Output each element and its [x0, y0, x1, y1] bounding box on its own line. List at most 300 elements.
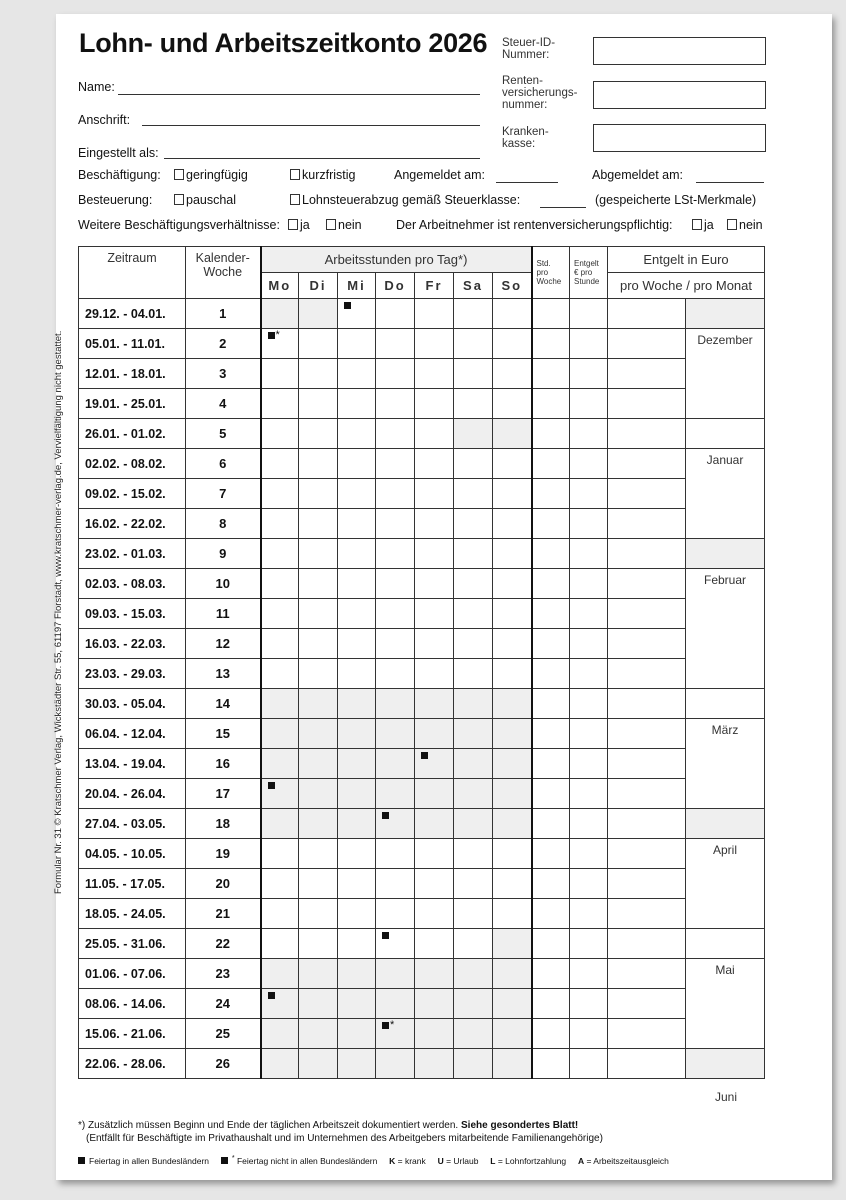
entgelt-woche-cell[interactable] — [608, 569, 686, 599]
stunden-cell[interactable] — [261, 359, 299, 389]
stunden-cell[interactable] — [415, 539, 454, 569]
stunden-cell[interactable] — [338, 509, 376, 539]
entgelt-pro-stunde-cell[interactable] — [570, 809, 608, 839]
stunden-cell[interactable] — [493, 389, 532, 419]
stunden-cell[interactable] — [376, 629, 415, 659]
stunden-cell[interactable] — [415, 809, 454, 839]
entgelt-monat-cell[interactable] — [686, 299, 765, 329]
stunden-cell[interactable] — [338, 869, 376, 899]
entgelt-monat-cell[interactable] — [686, 539, 765, 569]
stunden-cell[interactable] — [493, 719, 532, 749]
stunden-cell[interactable] — [299, 329, 338, 359]
entgelt-monat-cell[interactable] — [686, 569, 765, 689]
stunden-cell[interactable] — [493, 809, 532, 839]
anschrift-line[interactable] — [142, 125, 480, 126]
stunden-cell[interactable] — [299, 689, 338, 719]
entgelt-woche-cell[interactable] — [608, 419, 686, 449]
std-pro-woche-cell[interactable] — [532, 539, 570, 569]
lohnsteuer-option[interactable]: Lohnsteuerabzug gemäß Steuerklasse: — [290, 193, 520, 207]
stunden-cell[interactable] — [415, 449, 454, 479]
stunden-cell[interactable] — [493, 959, 532, 989]
stunden-cell[interactable] — [299, 449, 338, 479]
stunden-cell[interactable] — [299, 629, 338, 659]
entgelt-pro-stunde-cell[interactable] — [570, 689, 608, 719]
entgelt-pro-stunde-cell[interactable] — [570, 659, 608, 689]
stunden-cell[interactable] — [454, 959, 493, 989]
stunden-cell[interactable] — [454, 719, 493, 749]
entgelt-woche-cell[interactable] — [608, 659, 686, 689]
stunden-cell[interactable] — [493, 509, 532, 539]
stunden-cell[interactable] — [454, 1049, 493, 1079]
stunden-cell[interactable] — [299, 359, 338, 389]
entgelt-woche-cell[interactable] — [608, 839, 686, 869]
stunden-cell[interactable] — [261, 959, 299, 989]
stunden-cell[interactable] — [376, 569, 415, 599]
eingestellt-line[interactable] — [164, 158, 480, 159]
checkbox[interactable] — [290, 194, 300, 205]
stunden-cell[interactable] — [493, 779, 532, 809]
stunden-cell[interactable] — [415, 329, 454, 359]
entgelt-monat-cell[interactable] — [686, 839, 765, 929]
entgelt-woche-cell[interactable] — [608, 599, 686, 629]
stunden-cell[interactable] — [299, 719, 338, 749]
stunden-cell[interactable] — [415, 839, 454, 869]
stunden-cell[interactable] — [415, 629, 454, 659]
stunden-cell[interactable] — [493, 329, 532, 359]
stunden-cell[interactable] — [376, 989, 415, 1019]
entgelt-woche-cell[interactable] — [608, 899, 686, 929]
stunden-cell[interactable] — [338, 419, 376, 449]
stunden-cell[interactable] — [261, 809, 299, 839]
entgelt-pro-stunde-cell[interactable] — [570, 539, 608, 569]
stunden-cell[interactable] — [338, 359, 376, 389]
entgelt-woche-cell[interactable] — [608, 539, 686, 569]
stunden-cell[interactable] — [338, 539, 376, 569]
stunden-cell[interactable] — [415, 479, 454, 509]
entgelt-monat-cell[interactable] — [686, 719, 765, 809]
stunden-cell[interactable] — [338, 899, 376, 929]
stunden-cell[interactable] — [338, 569, 376, 599]
stunden-cell[interactable] — [299, 869, 338, 899]
std-pro-woche-cell[interactable] — [532, 449, 570, 479]
entgelt-woche-cell[interactable] — [608, 449, 686, 479]
krankenkasse-field[interactable] — [593, 124, 766, 152]
stunden-cell[interactable] — [415, 689, 454, 719]
stunden-cell[interactable] — [376, 539, 415, 569]
angemeldet-line[interactable] — [496, 182, 558, 183]
stunden-cell[interactable] — [493, 599, 532, 629]
stunden-cell[interactable] — [415, 509, 454, 539]
stunden-cell[interactable] — [415, 749, 454, 779]
stunden-cell[interactable] — [376, 929, 415, 959]
stunden-cell[interactable] — [261, 539, 299, 569]
stunden-cell[interactable] — [299, 839, 338, 869]
checkbox[interactable] — [727, 219, 737, 230]
stunden-cell[interactable] — [261, 719, 299, 749]
stunden-cell[interactable] — [299, 419, 338, 449]
stunden-cell[interactable] — [299, 569, 338, 599]
stunden-cell[interactable] — [338, 779, 376, 809]
stunden-cell[interactable] — [261, 779, 299, 809]
stunden-cell[interactable] — [493, 299, 532, 329]
stunden-cell[interactable] — [415, 929, 454, 959]
stunden-cell[interactable] — [261, 689, 299, 719]
stunden-cell[interactable] — [493, 659, 532, 689]
stunden-cell[interactable] — [493, 989, 532, 1019]
std-pro-woche-cell[interactable] — [532, 989, 570, 1019]
checkbox[interactable] — [692, 219, 702, 230]
steuerklasse-line[interactable] — [540, 207, 586, 208]
entgelt-pro-stunde-cell[interactable] — [570, 419, 608, 449]
stunden-cell[interactable] — [493, 479, 532, 509]
stunden-cell[interactable] — [338, 989, 376, 1019]
stunden-cell[interactable] — [261, 389, 299, 419]
stunden-cell[interactable] — [376, 1049, 415, 1079]
stunden-cell[interactable] — [338, 299, 376, 329]
entgelt-woche-cell[interactable] — [608, 869, 686, 899]
stunden-cell[interactable] — [299, 659, 338, 689]
entgelt-woche-cell[interactable] — [608, 989, 686, 1019]
entgelt-woche-cell[interactable] — [608, 959, 686, 989]
entgelt-pro-stunde-cell[interactable] — [570, 509, 608, 539]
stunden-cell[interactable] — [454, 479, 493, 509]
entgelt-monat-cell[interactable] — [686, 1049, 765, 1079]
entgelt-pro-stunde-cell[interactable] — [570, 629, 608, 659]
entgelt-pro-stunde-cell[interactable] — [570, 839, 608, 869]
stunden-cell[interactable] — [493, 899, 532, 929]
stunden-cell[interactable] — [261, 839, 299, 869]
entgelt-pro-stunde-cell[interactable] — [570, 869, 608, 899]
entgelt-pro-stunde-cell[interactable] — [570, 749, 608, 779]
entgelt-monat-cell[interactable] — [686, 929, 765, 959]
entgelt-woche-cell[interactable] — [608, 779, 686, 809]
stunden-cell[interactable] — [299, 809, 338, 839]
rv-ja-option[interactable]: ja — [692, 218, 714, 232]
stunden-cell[interactable] — [376, 899, 415, 929]
stunden-cell[interactable] — [261, 869, 299, 899]
stunden-cell[interactable] — [415, 419, 454, 449]
stunden-cell[interactable] — [493, 359, 532, 389]
kurzfristig-option[interactable]: kurzfristig — [290, 168, 355, 182]
stunden-cell[interactable] — [376, 689, 415, 719]
entgelt-pro-stunde-cell[interactable] — [570, 959, 608, 989]
entgelt-pro-stunde-cell[interactable] — [570, 449, 608, 479]
stunden-cell[interactable] — [299, 929, 338, 959]
stunden-cell[interactable] — [338, 689, 376, 719]
stunden-cell[interactable] — [493, 1049, 532, 1079]
entgelt-woche-cell[interactable] — [608, 929, 686, 959]
stunden-cell[interactable] — [299, 899, 338, 929]
std-pro-woche-cell[interactable] — [532, 569, 570, 599]
stunden-cell[interactable] — [261, 299, 299, 329]
stunden-cell[interactable] — [338, 659, 376, 689]
std-pro-woche-cell[interactable] — [532, 419, 570, 449]
stunden-cell[interactable] — [415, 989, 454, 1019]
stunden-cell[interactable] — [338, 599, 376, 629]
stunden-cell[interactable] — [299, 959, 338, 989]
stunden-cell[interactable] — [415, 1049, 454, 1079]
stunden-cell[interactable] — [299, 989, 338, 1019]
entgelt-pro-stunde-cell[interactable] — [570, 719, 608, 749]
entgelt-monat-cell[interactable] — [686, 419, 765, 449]
stunden-cell[interactable] — [454, 689, 493, 719]
stunden-cell[interactable] — [415, 779, 454, 809]
stunden-cell[interactable] — [261, 629, 299, 659]
std-pro-woche-cell[interactable] — [532, 719, 570, 749]
entgelt-pro-stunde-cell[interactable] — [570, 779, 608, 809]
checkbox[interactable] — [174, 169, 184, 180]
std-pro-woche-cell[interactable] — [532, 479, 570, 509]
entgelt-woche-cell[interactable] — [608, 509, 686, 539]
entgelt-woche-cell[interactable] — [608, 299, 686, 329]
entgelt-pro-stunde-cell[interactable] — [570, 1049, 608, 1079]
std-pro-woche-cell[interactable] — [532, 329, 570, 359]
stunden-cell[interactable] — [299, 1019, 338, 1049]
stunden-cell[interactable] — [338, 389, 376, 419]
stunden-cell[interactable] — [338, 629, 376, 659]
entgelt-pro-stunde-cell[interactable] — [570, 1019, 608, 1049]
stunden-cell[interactable] — [493, 749, 532, 779]
steuer-id-field[interactable] — [593, 37, 766, 65]
pauschal-option[interactable]: pauschal — [174, 193, 236, 207]
stunden-cell[interactable] — [493, 449, 532, 479]
stunden-cell[interactable] — [415, 1019, 454, 1049]
std-pro-woche-cell[interactable] — [532, 1049, 570, 1079]
stunden-cell[interactable] — [376, 719, 415, 749]
stunden-cell[interactable] — [415, 299, 454, 329]
checkbox[interactable] — [288, 219, 298, 230]
stunden-cell[interactable] — [454, 869, 493, 899]
std-pro-woche-cell[interactable] — [532, 839, 570, 869]
stunden-cell[interactable] — [493, 689, 532, 719]
stunden-cell[interactable] — [493, 419, 532, 449]
stunden-cell[interactable] — [454, 809, 493, 839]
stunden-cell[interactable] — [493, 1019, 532, 1049]
stunden-cell[interactable] — [454, 509, 493, 539]
stunden-cell[interactable] — [415, 899, 454, 929]
std-pro-woche-cell[interactable] — [532, 899, 570, 929]
std-pro-woche-cell[interactable] — [532, 389, 570, 419]
std-pro-woche-cell[interactable] — [532, 659, 570, 689]
stunden-cell[interactable] — [493, 629, 532, 659]
std-pro-woche-cell[interactable] — [532, 959, 570, 989]
stunden-cell[interactable] — [299, 749, 338, 779]
std-pro-woche-cell[interactable] — [532, 599, 570, 629]
std-pro-woche-cell[interactable] — [532, 749, 570, 779]
stunden-cell[interactable] — [338, 329, 376, 359]
stunden-cell[interactable] — [415, 359, 454, 389]
entgelt-pro-stunde-cell[interactable] — [570, 389, 608, 419]
entgelt-pro-stunde-cell[interactable] — [570, 569, 608, 599]
entgelt-pro-stunde-cell[interactable] — [570, 479, 608, 509]
entgelt-pro-stunde-cell[interactable] — [570, 329, 608, 359]
stunden-cell[interactable] — [338, 449, 376, 479]
stunden-cell[interactable] — [376, 779, 415, 809]
entgelt-woche-cell[interactable] — [608, 329, 686, 359]
entgelt-monat-cell[interactable] — [686, 809, 765, 839]
stunden-cell[interactable] — [261, 929, 299, 959]
stunden-cell[interactable] — [376, 509, 415, 539]
stunden-cell[interactable] — [454, 359, 493, 389]
stunden-cell[interactable] — [261, 449, 299, 479]
stunden-cell[interactable] — [376, 329, 415, 359]
stunden-cell[interactable] — [454, 539, 493, 569]
checkbox[interactable] — [174, 194, 184, 205]
stunden-cell[interactable] — [261, 569, 299, 599]
stunden-cell[interactable] — [415, 719, 454, 749]
stunden-cell[interactable] — [415, 959, 454, 989]
stunden-cell[interactable] — [454, 929, 493, 959]
stunden-cell[interactable] — [493, 539, 532, 569]
stunden-cell[interactable] — [376, 809, 415, 839]
stunden-cell[interactable] — [299, 599, 338, 629]
rv-nein-option[interactable]: nein — [727, 218, 763, 232]
stunden-cell[interactable] — [376, 749, 415, 779]
stunden-cell[interactable] — [493, 869, 532, 899]
entgelt-woche-cell[interactable] — [608, 719, 686, 749]
stunden-cell[interactable] — [454, 779, 493, 809]
stunden-cell[interactable] — [493, 839, 532, 869]
stunden-cell[interactable] — [454, 599, 493, 629]
entgelt-pro-stunde-cell[interactable] — [570, 599, 608, 629]
stunden-cell[interactable] — [493, 569, 532, 599]
entgelt-woche-cell[interactable] — [608, 809, 686, 839]
checkbox[interactable] — [326, 219, 336, 230]
stunden-cell[interactable] — [261, 1019, 299, 1049]
stunden-cell[interactable] — [261, 749, 299, 779]
std-pro-woche-cell[interactable] — [532, 509, 570, 539]
stunden-cell[interactable] — [454, 989, 493, 1019]
entgelt-woche-cell[interactable] — [608, 629, 686, 659]
stunden-cell[interactable] — [454, 1019, 493, 1049]
std-pro-woche-cell[interactable] — [532, 929, 570, 959]
stunden-cell[interactable] — [454, 629, 493, 659]
entgelt-pro-stunde-cell[interactable] — [570, 989, 608, 1019]
stunden-cell[interactable] — [454, 839, 493, 869]
stunden-cell[interactable] — [261, 989, 299, 1019]
stunden-cell[interactable] — [376, 869, 415, 899]
stunden-cell[interactable] — [299, 389, 338, 419]
abgemeldet-line[interactable] — [696, 182, 764, 183]
stunden-cell[interactable] — [261, 599, 299, 629]
stunden-cell[interactable] — [261, 899, 299, 929]
entgelt-monat-cell[interactable] — [686, 959, 765, 1049]
stunden-cell[interactable] — [454, 569, 493, 599]
stunden-cell[interactable] — [376, 599, 415, 629]
entgelt-pro-stunde-cell[interactable] — [570, 929, 608, 959]
stunden-cell[interactable] — [261, 509, 299, 539]
stunden-cell[interactable] — [415, 569, 454, 599]
stunden-cell[interactable] — [415, 659, 454, 689]
entgelt-woche-cell[interactable] — [608, 359, 686, 389]
stunden-cell[interactable] — [299, 299, 338, 329]
stunden-cell[interactable] — [376, 1019, 415, 1049]
std-pro-woche-cell[interactable] — [532, 629, 570, 659]
stunden-cell[interactable] — [261, 1049, 299, 1079]
weitere-nein-option[interactable]: nein — [326, 218, 362, 232]
stunden-cell[interactable] — [376, 449, 415, 479]
entgelt-pro-stunde-cell[interactable] — [570, 899, 608, 929]
entgelt-monat-cell[interactable] — [686, 449, 765, 539]
std-pro-woche-cell[interactable] — [532, 809, 570, 839]
std-pro-woche-cell[interactable] — [532, 299, 570, 329]
stunden-cell[interactable] — [338, 749, 376, 779]
stunden-cell[interactable] — [493, 929, 532, 959]
entgelt-woche-cell[interactable] — [608, 1049, 686, 1079]
stunden-cell[interactable] — [454, 419, 493, 449]
stunden-cell[interactable] — [299, 779, 338, 809]
stunden-cell[interactable] — [454, 749, 493, 779]
entgelt-monat-cell[interactable] — [686, 329, 765, 419]
stunden-cell[interactable] — [338, 479, 376, 509]
stunden-cell[interactable] — [338, 929, 376, 959]
stunden-cell[interactable] — [454, 899, 493, 929]
stunden-cell[interactable] — [376, 419, 415, 449]
entgelt-woche-cell[interactable] — [608, 1019, 686, 1049]
stunden-cell[interactable] — [454, 449, 493, 479]
stunden-cell[interactable] — [299, 1049, 338, 1079]
stunden-cell[interactable] — [338, 719, 376, 749]
entgelt-woche-cell[interactable] — [608, 479, 686, 509]
entgelt-woche-cell[interactable] — [608, 749, 686, 779]
stunden-cell[interactable] — [261, 329, 299, 359]
stunden-cell[interactable] — [261, 419, 299, 449]
rv-nummer-field[interactable] — [593, 81, 766, 109]
std-pro-woche-cell[interactable] — [532, 779, 570, 809]
arbeitszeit-table — [78, 246, 765, 1079]
stunden-cell[interactable] — [261, 479, 299, 509]
entgelt-monat-cell[interactable] — [686, 689, 765, 719]
stunden-cell[interactable] — [376, 389, 415, 419]
std-pro-woche-cell[interactable] — [532, 689, 570, 719]
kalenderwoche-cell: 15 — [186, 719, 261, 749]
stunden-cell[interactable] — [338, 1049, 376, 1079]
stunden-cell[interactable] — [376, 659, 415, 689]
stunden-cell[interactable] — [299, 479, 338, 509]
entgelt-woche-cell[interactable] — [608, 389, 686, 419]
stunden-cell[interactable] — [299, 539, 338, 569]
stunden-cell[interactable] — [376, 959, 415, 989]
stunden-cell[interactable] — [299, 509, 338, 539]
stunden-cell[interactable] — [454, 389, 493, 419]
std-pro-woche-cell[interactable] — [532, 869, 570, 899]
stunden-cell[interactable] — [415, 389, 454, 419]
stunden-cell[interactable] — [376, 479, 415, 509]
stunden-cell[interactable] — [338, 959, 376, 989]
stunden-cell[interactable] — [376, 359, 415, 389]
stunden-cell[interactable] — [338, 839, 376, 869]
stunden-cell[interactable] — [454, 329, 493, 359]
stunden-cell[interactable] — [454, 299, 493, 329]
std-pro-woche-cell[interactable] — [532, 1019, 570, 1049]
stunden-cell[interactable] — [454, 659, 493, 689]
checkbox[interactable] — [290, 169, 300, 180]
weitere-ja-option[interactable]: ja — [288, 218, 310, 232]
stunden-cell[interactable] — [338, 809, 376, 839]
entgelt-pro-stunde-cell[interactable] — [570, 359, 608, 389]
entgelt-pro-stunde-cell[interactable] — [570, 299, 608, 329]
std-pro-woche-cell[interactable] — [532, 359, 570, 389]
stunden-cell[interactable] — [415, 599, 454, 629]
stunden-cell[interactable] — [376, 299, 415, 329]
stunden-cell[interactable] — [338, 1019, 376, 1049]
name-line[interactable] — [118, 94, 480, 95]
stunden-cell[interactable] — [261, 659, 299, 689]
geringfuegig-option[interactable]: geringfügig — [174, 168, 248, 182]
entgelt-woche-cell[interactable] — [608, 689, 686, 719]
stunden-cell[interactable] — [376, 839, 415, 869]
stunden-cell[interactable] — [415, 869, 454, 899]
